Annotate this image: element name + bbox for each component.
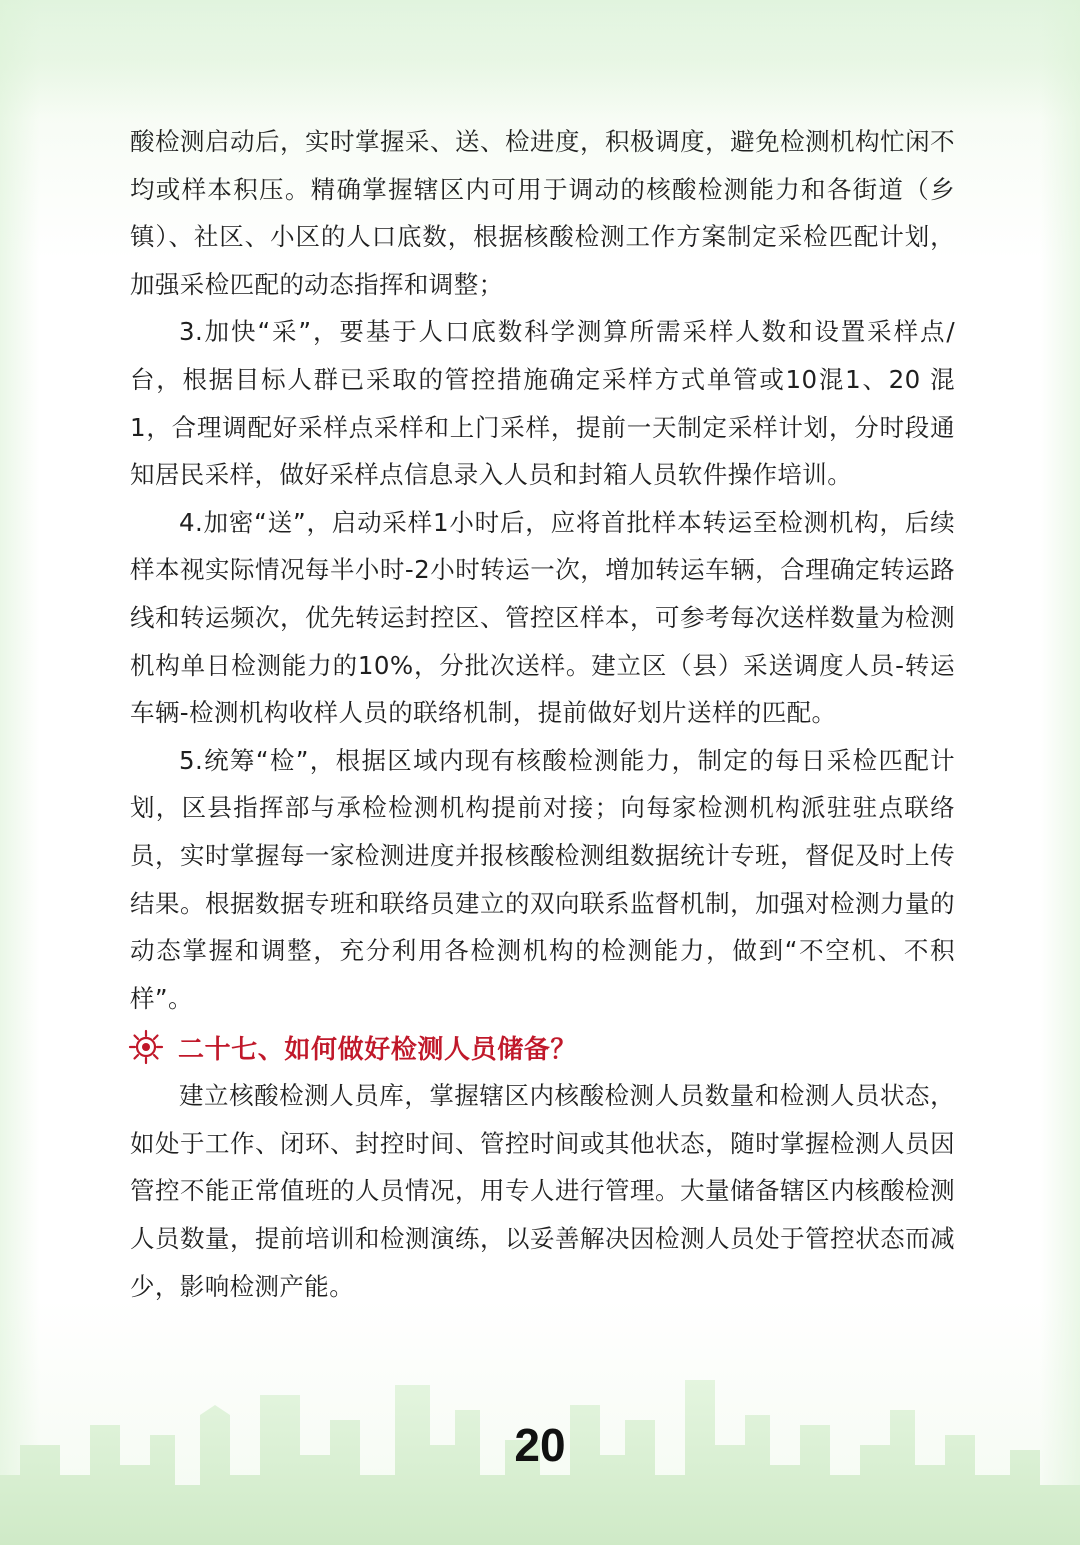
page-number: 20 [514,1419,566,1471]
paragraph-transport: 4.加密“送”，启动采样1小时后，应将首批样本转运至检测机构，后续样本视实际情况每半小时-2小时转运一次，增加转运车辆，合理确定转运路线和转运频次，优先转运封控区、管控区样本，可参考每次送样数量为检测机构单日检测能力的10%，分批次送样。建立区（县）采送调度人员-转运车辆-检测机构收样人员的联络机制，提前做好划片送样的匹配。 [130,507,955,728]
section-title: 二十七、如何做好检测人员储备？ [178,1034,578,1065]
right-background-tint [1040,0,1080,1545]
target-icon [128,1029,164,1065]
section-heading [128,1022,955,1072]
paragraph-collect: 3.加快“采”，要基于人口底数科学测算所需采样人数和设置采样点/台，根据目标人群已采取的管控措施确定采样方式单管或10混1、20 混 1，合理调配好采样点采样和上门采样，提前一天制定采样计划，分时段通知居民采样，做好采样点信息录入人员和封箱人员软件操作培训。 [130,317,955,490]
paragraph-staff-reserve: 建立核酸检测人员库，掌握辖区内核酸检测人员数量和检测人员状态，如处于工作、闭环、封控时间、管控时间或其他状态，随时掌握检测人员因管控不能正常值班的人员情况，用专人进行管理。大量储备辖区内核酸检测人员数量，提前培训和检测演练，以妥善解决因检测人员处于管控状态而减少，影响检测产能。 [130,1081,955,1301]
top-background-tint [0,0,1080,120]
paragraph-continued: 酸检测启动后，实时掌握采、送、检进度，积极调度，避免检测机构忙闲不均或样本积压。精确掌握辖区内可用于调动的核酸检测能力和各街道（乡镇）、社区、小区的人口底数，根据核酸检测工作方案制定采检匹配计划，加强采检匹配的动态指挥和调整； [130,127,955,299]
page-content [130,118,955,1310]
paragraph-testing: 5.统筹“检”，根据区域内现有核酸检测能力，制定的每日采检匹配计划，区县指挥部与承检检测机构提前对接；向每家检测机构派驻驻点联络员，实时掌握每一家检测进度并报核酸检测组数据统计专班，督促及时上传结果。根据数据专班和联络员建立的双向联系监督机制，加强对检测力量的动态掌握和调整，充分利用各检测机构的检测能力，做到“不空机、不积样”。 [130,745,955,1013]
left-background-tint [0,0,40,1545]
